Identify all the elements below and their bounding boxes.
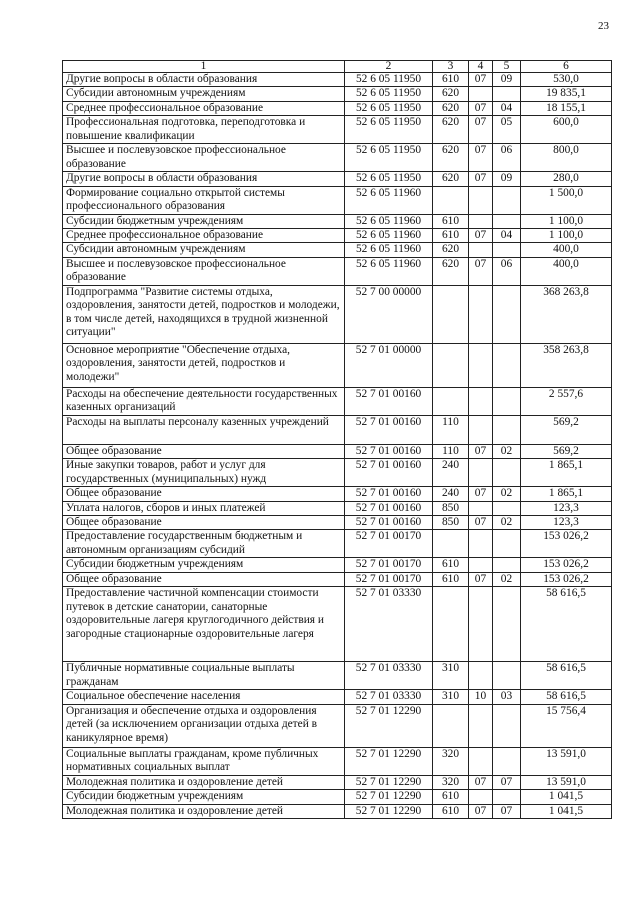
row-expense-type: 320 (433, 775, 469, 789)
table-row (63, 214, 612, 228)
row-expense-type (433, 285, 469, 343)
row-code: 52 6 05 11950 (345, 101, 433, 115)
row-name: Другие вопросы в области образования (63, 73, 345, 87)
table-row (63, 587, 612, 662)
row-amount: 153 026,2 (521, 530, 612, 558)
row-subsection (493, 587, 521, 662)
row-amount: 569,2 (521, 444, 612, 458)
row-section: 07 (469, 116, 493, 144)
row-name: Подпрограмма "Развитие системы отдыха, оздоровления, занятости детей, подростков и молодежи, в том числе детей, находящихся в трудной жизненной ситуации" (63, 285, 345, 343)
column-header: 6 (521, 61, 612, 73)
row-expense-type: 610 (433, 572, 469, 586)
row-subsection (493, 558, 521, 572)
table-row (63, 444, 612, 458)
row-code: 52 7 01 00160 (345, 444, 433, 458)
row-name: Формирование социально открытой системы профессионального образования (63, 186, 345, 214)
row-section (469, 558, 493, 572)
row-expense-type: 610 (433, 229, 469, 243)
table-row (63, 415, 612, 444)
row-amount: 1 100,0 (521, 229, 612, 243)
row-section (469, 387, 493, 415)
row-code: 52 7 01 12290 (345, 790, 433, 804)
row-amount: 153 026,2 (521, 558, 612, 572)
column-header: 1 (63, 61, 345, 73)
row-code: 52 7 01 00160 (345, 387, 433, 415)
row-subsection: 04 (493, 229, 521, 243)
row-section (469, 790, 493, 804)
row-subsection: 09 (493, 172, 521, 186)
row-section: 07 (469, 487, 493, 501)
row-amount: 58 616,5 (521, 690, 612, 704)
table-row (63, 459, 612, 487)
row-name: Субсидии бюджетным учреждениям (63, 558, 345, 572)
table-row (63, 243, 612, 257)
row-amount: 153 026,2 (521, 572, 612, 586)
row-section (469, 662, 493, 690)
table-row (63, 73, 612, 87)
row-section (469, 285, 493, 343)
row-subsection: 03 (493, 690, 521, 704)
table-row (63, 87, 612, 101)
table-row (63, 804, 612, 818)
row-name: Высшее и послевузовское профессиональное образование (63, 257, 345, 285)
row-subsection: 04 (493, 101, 521, 115)
row-amount: 2 557,6 (521, 387, 612, 415)
row-section: 07 (469, 257, 493, 285)
row-amount: 1 041,5 (521, 790, 612, 804)
table-row (63, 572, 612, 586)
column-header: 2 (345, 61, 433, 73)
row-section: 07 (469, 172, 493, 186)
row-expense-type: 620 (433, 172, 469, 186)
row-name: Среднее профессиональное образование (63, 229, 345, 243)
row-amount: 1 865,1 (521, 459, 612, 487)
row-expense-type: 320 (433, 747, 469, 775)
row-amount: 123,3 (521, 501, 612, 515)
row-subsection: 05 (493, 116, 521, 144)
row-subsection (493, 704, 521, 747)
row-section (469, 704, 493, 747)
row-section: 07 (469, 572, 493, 586)
row-amount: 13 591,0 (521, 775, 612, 789)
row-name: Профессиональная подготовка, переподготовка и повышение квалификации (63, 116, 345, 144)
row-section (469, 530, 493, 558)
row-expense-type: 240 (433, 459, 469, 487)
table-row (63, 790, 612, 804)
row-name: Общее образование (63, 444, 345, 458)
row-expense-type: 620 (433, 116, 469, 144)
row-name: Молодежная политика и оздоровление детей (63, 804, 345, 818)
row-amount: 569,2 (521, 415, 612, 444)
row-name: Общее образование (63, 572, 345, 586)
row-code: 52 6 05 11960 (345, 214, 433, 228)
row-name: Предоставление государственным бюджетным и автономным организациям субсидий (63, 530, 345, 558)
row-expense-type (433, 704, 469, 747)
row-amount: 800,0 (521, 144, 612, 172)
row-name: Социальное обеспечение населения (63, 690, 345, 704)
row-name: Высшее и послевузовское профессиональное образование (63, 144, 345, 172)
row-code: 52 7 01 00160 (345, 487, 433, 501)
row-subsection: 06 (493, 144, 521, 172)
row-expense-type: 850 (433, 501, 469, 515)
row-section (469, 343, 493, 387)
row-name: Субсидии автономным учреждениям (63, 243, 345, 257)
row-amount: 58 616,5 (521, 587, 612, 662)
row-section (469, 87, 493, 101)
row-subsection (493, 387, 521, 415)
row-expense-type: 620 (433, 101, 469, 115)
budget-table (62, 60, 612, 819)
table-row (63, 516, 612, 530)
row-amount: 280,0 (521, 172, 612, 186)
row-section: 07 (469, 144, 493, 172)
row-name: Другие вопросы в области образования (63, 172, 345, 186)
row-code: 52 7 01 03330 (345, 662, 433, 690)
row-subsection: 09 (493, 73, 521, 87)
row-code: 52 7 01 00160 (345, 415, 433, 444)
table-row (63, 704, 612, 747)
table-row (63, 775, 612, 789)
row-code: 52 7 01 00160 (345, 459, 433, 487)
row-section: 07 (469, 229, 493, 243)
row-expense-type: 620 (433, 87, 469, 101)
row-expense-type (433, 530, 469, 558)
row-section (469, 459, 493, 487)
page-number: 23 (598, 20, 609, 32)
row-code: 52 7 01 12290 (345, 804, 433, 818)
row-expense-type: 620 (433, 243, 469, 257)
row-expense-type: 620 (433, 257, 469, 285)
row-subsection: 07 (493, 804, 521, 818)
row-section: 07 (469, 73, 493, 87)
row-amount: 1 865,1 (521, 487, 612, 501)
row-subsection (493, 530, 521, 558)
row-code: 52 6 05 11950 (345, 172, 433, 186)
row-expense-type (433, 186, 469, 214)
row-expense-type (433, 387, 469, 415)
row-expense-type: 110 (433, 444, 469, 458)
row-section: 07 (469, 775, 493, 789)
table-row (63, 144, 612, 172)
row-name: Социальные выплаты гражданам, кроме публичных нормативных социальных выплат (63, 747, 345, 775)
row-subsection (493, 459, 521, 487)
row-subsection: 02 (493, 516, 521, 530)
row-subsection: 02 (493, 487, 521, 501)
table-body (63, 61, 612, 819)
row-code: 52 6 05 11960 (345, 243, 433, 257)
row-amount: 15 756,4 (521, 704, 612, 747)
row-name: Предоставление частичной компенсации стоимости путевок в детские санатории, санаторные оздоровительные лагеря круглогодичного действия и загородные стационарные оздоровительные лагеря (63, 587, 345, 662)
row-name: Расходы на выплаты персоналу казенных учреждений (63, 415, 345, 444)
row-amount: 1 100,0 (521, 214, 612, 228)
row-name: Субсидии бюджетным учреждениям (63, 790, 345, 804)
row-expense-type: 610 (433, 790, 469, 804)
row-amount: 123,3 (521, 516, 612, 530)
row-subsection (493, 501, 521, 515)
table-row (63, 558, 612, 572)
row-code: 52 7 01 03330 (345, 690, 433, 704)
row-code: 52 7 01 00160 (345, 501, 433, 515)
row-code: 52 6 05 11950 (345, 116, 433, 144)
row-amount: 358 263,8 (521, 343, 612, 387)
row-subsection (493, 214, 521, 228)
row-name: Общее образование (63, 487, 345, 501)
row-subsection (493, 243, 521, 257)
row-amount: 58 616,5 (521, 662, 612, 690)
row-section (469, 501, 493, 515)
row-code: 52 7 01 03330 (345, 587, 433, 662)
row-name: Субсидии автономным учреждениям (63, 87, 345, 101)
row-amount: 1 041,5 (521, 804, 612, 818)
row-code: 52 7 01 00170 (345, 558, 433, 572)
row-expense-type: 610 (433, 804, 469, 818)
row-amount: 600,0 (521, 116, 612, 144)
row-section (469, 587, 493, 662)
row-name: Уплата налогов, сборов и иных платежей (63, 501, 345, 515)
table-row (63, 343, 612, 387)
row-expense-type: 610 (433, 73, 469, 87)
row-subsection: 02 (493, 572, 521, 586)
row-amount: 530,0 (521, 73, 612, 87)
row-section: 10 (469, 690, 493, 704)
row-subsection: 06 (493, 257, 521, 285)
table-row (63, 501, 612, 515)
column-header: 4 (469, 61, 493, 73)
row-expense-type: 610 (433, 214, 469, 228)
row-code: 52 7 01 12290 (345, 704, 433, 747)
row-code: 52 6 05 11960 (345, 257, 433, 285)
row-expense-type (433, 587, 469, 662)
table-row (63, 186, 612, 214)
row-code: 52 6 05 11960 (345, 229, 433, 243)
table-row (63, 690, 612, 704)
row-subsection (493, 343, 521, 387)
row-expense-type: 850 (433, 516, 469, 530)
row-name: Общее образование (63, 516, 345, 530)
table-row (63, 116, 612, 144)
row-code: 52 6 05 11960 (345, 186, 433, 214)
row-subsection (493, 87, 521, 101)
table-row (63, 285, 612, 343)
row-section (469, 415, 493, 444)
row-name: Основное мероприятие "Обеспечение отдыха, оздоровления, занятости детей, подростков и молодежи" (63, 343, 345, 387)
row-code: 52 6 05 11950 (345, 73, 433, 87)
table-row (63, 172, 612, 186)
row-amount: 13 591,0 (521, 747, 612, 775)
row-name: Субсидии бюджетным учреждениям (63, 214, 345, 228)
row-subsection (493, 186, 521, 214)
row-section: 07 (469, 444, 493, 458)
row-code: 52 7 01 00000 (345, 343, 433, 387)
table-row (63, 530, 612, 558)
row-expense-type: 310 (433, 690, 469, 704)
row-code: 52 6 05 11950 (345, 87, 433, 101)
row-subsection: 02 (493, 444, 521, 458)
row-section: 07 (469, 516, 493, 530)
table-row (63, 487, 612, 501)
row-section (469, 747, 493, 775)
row-code: 52 7 00 00000 (345, 285, 433, 343)
row-expense-type (433, 343, 469, 387)
row-section (469, 214, 493, 228)
row-subsection (493, 790, 521, 804)
table-row (63, 387, 612, 415)
row-section: 07 (469, 101, 493, 115)
table-row (63, 747, 612, 775)
row-amount: 400,0 (521, 243, 612, 257)
row-amount: 1 500,0 (521, 186, 612, 214)
row-code: 52 7 01 12290 (345, 775, 433, 789)
row-expense-type: 310 (433, 662, 469, 690)
table-header-row (63, 61, 612, 73)
row-expense-type: 610 (433, 558, 469, 572)
row-code: 52 7 01 12290 (345, 747, 433, 775)
row-subsection (493, 285, 521, 343)
row-subsection: 07 (493, 775, 521, 789)
row-code: 52 7 01 00170 (345, 572, 433, 586)
row-expense-type: 240 (433, 487, 469, 501)
row-expense-type: 110 (433, 415, 469, 444)
table-row (63, 662, 612, 690)
row-code: 52 7 01 00170 (345, 530, 433, 558)
table-row (63, 101, 612, 115)
table-row (63, 257, 612, 285)
row-name: Публичные нормативные социальные выплаты гражданам (63, 662, 345, 690)
row-name: Организация и обеспечение отдыха и оздоровления детей (за исключением организации отдыха детей в каникулярное время) (63, 704, 345, 747)
row-code: 52 7 01 00160 (345, 516, 433, 530)
row-section (469, 243, 493, 257)
column-header: 5 (493, 61, 521, 73)
row-amount: 19 835,1 (521, 87, 612, 101)
row-name: Среднее профессиональное образование (63, 101, 345, 115)
row-section (469, 186, 493, 214)
row-subsection (493, 662, 521, 690)
row-expense-type: 620 (433, 144, 469, 172)
row-amount: 368 263,8 (521, 285, 612, 343)
row-name: Расходы на обеспечение деятельности государственных казенных организаций (63, 387, 345, 415)
row-name: Иные закупки товаров, работ и услуг для государственных (муниципальных) нужд (63, 459, 345, 487)
column-header: 3 (433, 61, 469, 73)
row-code: 52 6 05 11950 (345, 144, 433, 172)
row-amount: 400,0 (521, 257, 612, 285)
row-subsection (493, 415, 521, 444)
row-name: Молодежная политика и оздоровление детей (63, 775, 345, 789)
table-row (63, 229, 612, 243)
row-section: 07 (469, 804, 493, 818)
row-subsection (493, 747, 521, 775)
row-amount: 18 155,1 (521, 101, 612, 115)
